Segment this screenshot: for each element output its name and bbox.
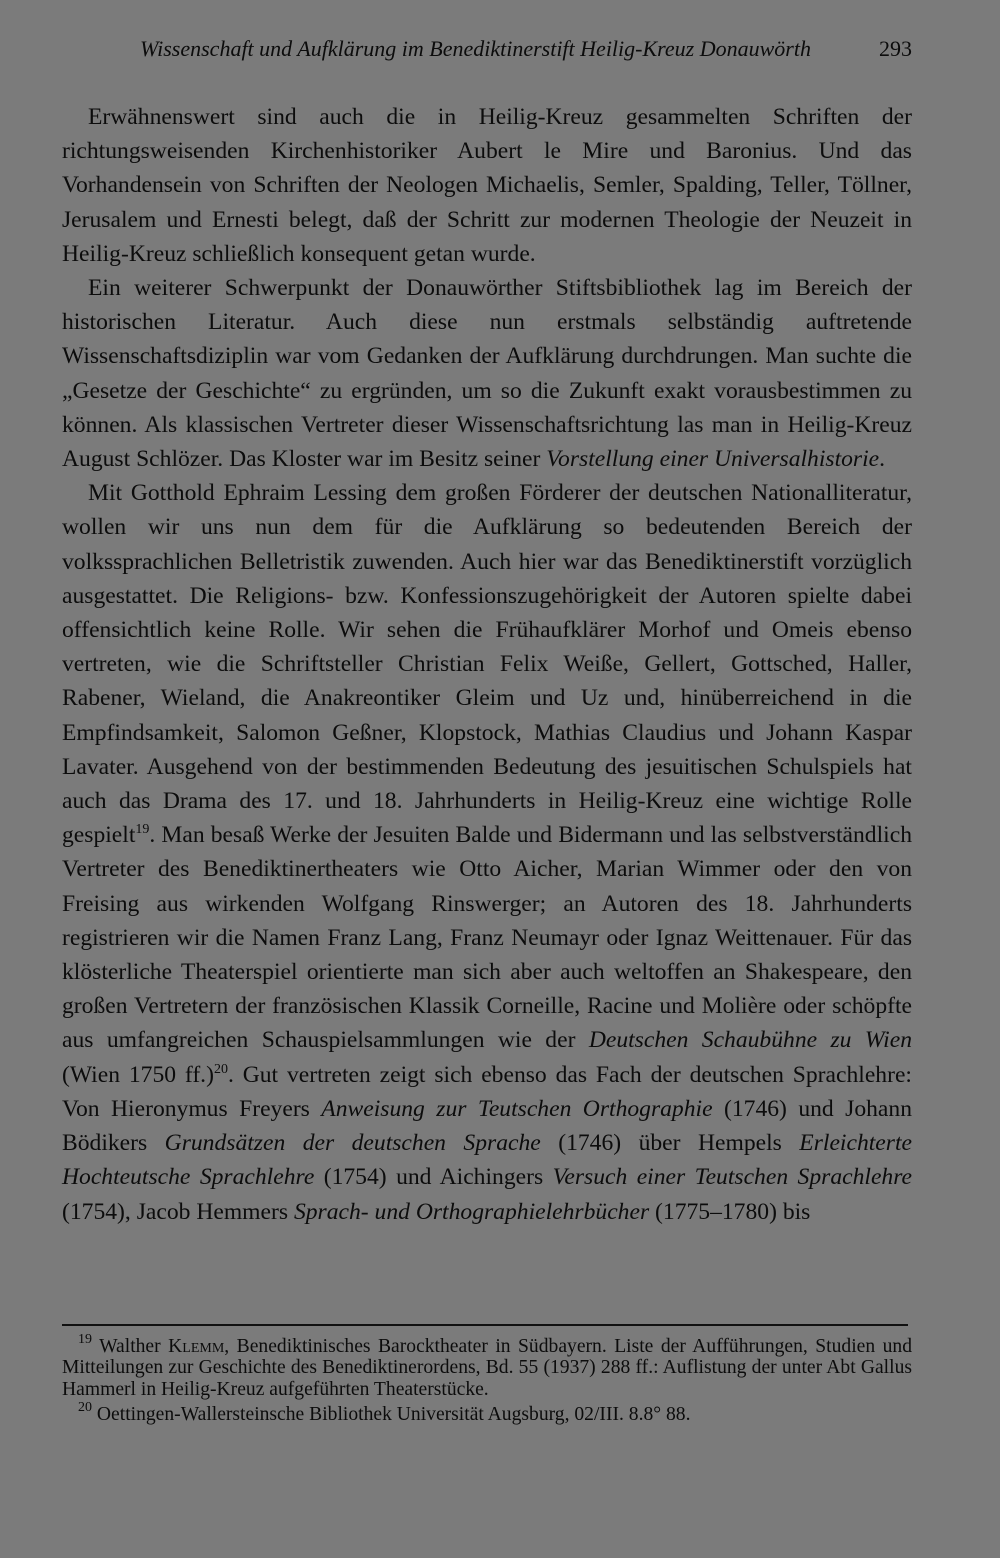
body-text bbox=[62, 100, 912, 1229]
book-title: Erleichterte Hochteutsche Sprachlehre bbox=[62, 1130, 912, 1191]
paragraph-3-text-f: (1746) über Hempels bbox=[540, 1130, 800, 1157]
book-title: Grundsätzen der deutschen Sprache bbox=[164, 1130, 541, 1157]
paragraph-2-text: Ein weiterer Schwerpunkt der Donauwörther Stiftsbibliothek lag im Bereich der historischen Literatur. Auch diese nun erstmals selbständig auftretende Wissenschaftsdiziplin war vom Gedanken der Aufklärung durchdrungen. Man suchte die „Gesetze der Geschichte“ zu ergründen, um so die Zukunft exakt vorausbestimmen zu können. Als klassischen Vertreter dieser Wissenschaftsrichtung las man in Heilig-Kreuz August Schlözer. Das Kloster war im Besitz seiner bbox=[62, 275, 912, 473]
footnote-19-pre: Walther bbox=[99, 1336, 169, 1357]
paragraph-3-text-c: (Wien 1750 ff.) bbox=[62, 1061, 214, 1088]
paragraph-3-text-b: . Man besaß Werke der Jesuiten Balde und Bidermann und las selbstverständlich Vertreter des Benediktinertheaters wie Otto Aicher, Marian Wimmer oder den von Freising aus wirkenden Wolfgang Rinswerger; an Autoren des 18. Jahrhunderts registrieren wir die Namen Franz Lang, Franz Neumayr oder Ignaz Weittenauer. Für das klösterliche Theaterspiel orientierte man sich aber auch weltoffen an Shakespeare, den großen Vertretern der französischen Klassik Corneille, Racine und Molière oder schöpfte aus umfangreichen Schauspielsammlungen wie der bbox=[62, 822, 912, 1054]
paragraph-3-text-i: (1775–1780) bis bbox=[649, 1198, 811, 1225]
book-title: Versuch einer Teutschen Sprachlehre bbox=[552, 1164, 912, 1191]
page-number: 293 bbox=[879, 36, 912, 61]
paragraph-2 bbox=[62, 271, 912, 476]
paragraph-3-text-g: (1754) und Aichingers bbox=[314, 1164, 553, 1191]
footnote-19-text: , Benediktinisches Barocktheater in Südbayern. Liste der Aufführungen, Studien und Mitteilungen zur Geschichte des Benediktinerordens, Bd. 55 (1937) 288 ff.: Auflistung der unter Abt Gallus Hammerl in Heilig-Kreuz aufgeführten Theaterstücke. bbox=[62, 1336, 912, 1400]
paragraph-3-text-d: . Gut vertreten zeigt sich ebenso das Fach der deutschen Sprachlehre: Von Hieronymus Freyers bbox=[62, 1061, 912, 1122]
paragraph-3-text-e: (1746) und Johann Bödikers bbox=[62, 1095, 912, 1157]
paragraph-1 bbox=[62, 100, 912, 271]
page-header bbox=[140, 36, 912, 62]
paragraph-1-text: Erwähnenswert sind auch die in Heilig-Kreuz gesammelten Schriften der richtungsweisenden Kirchenhistoriker Aubert le Mire und Baronius. Und das Vorhandensein von Schriften der Neologen Michaelis, Semler, Spalding, Teller, Töllner, Jerusalem und Ernesti belegt, daß der Schritt zur modernen Theologie der Neuzeit in Heilig-Kreuz schließlich konsequent getan wurde. bbox=[62, 104, 912, 267]
book-title: Anweisung zur Teutschen Orthographie bbox=[321, 1095, 713, 1122]
paragraph-3-text-h: (1754), Jacob Hemmers bbox=[62, 1198, 294, 1225]
footnote-ref-19: 19 bbox=[135, 822, 150, 838]
footnote-20 bbox=[62, 1400, 912, 1426]
footnote-divider bbox=[62, 1324, 908, 1326]
paragraph-3 bbox=[62, 476, 912, 1228]
book-title: Vorstellung einer Universalhistorie bbox=[546, 446, 880, 473]
footnote-ref-20: 20 bbox=[213, 1061, 228, 1077]
paragraph-2-end: . bbox=[879, 446, 886, 473]
book-title: Sprach- und Orthographielehrbücher bbox=[293, 1198, 650, 1225]
footnotes bbox=[62, 1332, 912, 1426]
paragraph-3-text-a: Mit Gotthold Ephraim Lessing dem großen Förderer der deutschen Nationalliteratur, wollen wir uns nun dem für die Aufklärung so bedeutenden Bereich der volkssprachlichen Belletristik zuwenden. Auch hier war das Benediktinerstift vorzüglich ausgestattet. Die Religions- bzw. Konfessionszugehörigkeit der Autoren spielte dabei offensichtlich keine Rolle. Wir sehen die Frühaufklärer Morhof und Omeis ebenso vertreten, wie die Schriftsteller Christian Felix Weiße, Gellert, Gottsched, Haller, Rabener, Wieland, die Anakreontiker Gleim und Uz und, hinüberreichend in die Empfindsamkeit, Salomon Geßner, Klopstock, Mathias Claudius und Johann Kaspar Lavater. Ausgehend von der bestimmenden Bedeutung des jesuitischen Schulspiels hat auch das Drama des 17. und 18. Jahrhunderts in Heilig-Kreuz eine wichtige Rolle gespielt bbox=[62, 480, 912, 849]
footnote-number: 20 bbox=[78, 1400, 92, 1416]
footnote-20-text: Oettingen-Wallersteinsche Bibliothek Universität Augsburg, 02/III. 8.8° 88. bbox=[96, 1404, 691, 1426]
running-title: Wissenschaft und Aufklärung im Benediktinerstift Heilig-Kreuz Donauwörth bbox=[140, 36, 811, 61]
footnote-19-author: Klemm bbox=[168, 1336, 225, 1357]
book-title: Deutschen Schaubühne zu Wien bbox=[588, 1027, 912, 1054]
footnote-number: 19 bbox=[78, 1332, 92, 1347]
footnote-19 bbox=[62, 1332, 912, 1400]
